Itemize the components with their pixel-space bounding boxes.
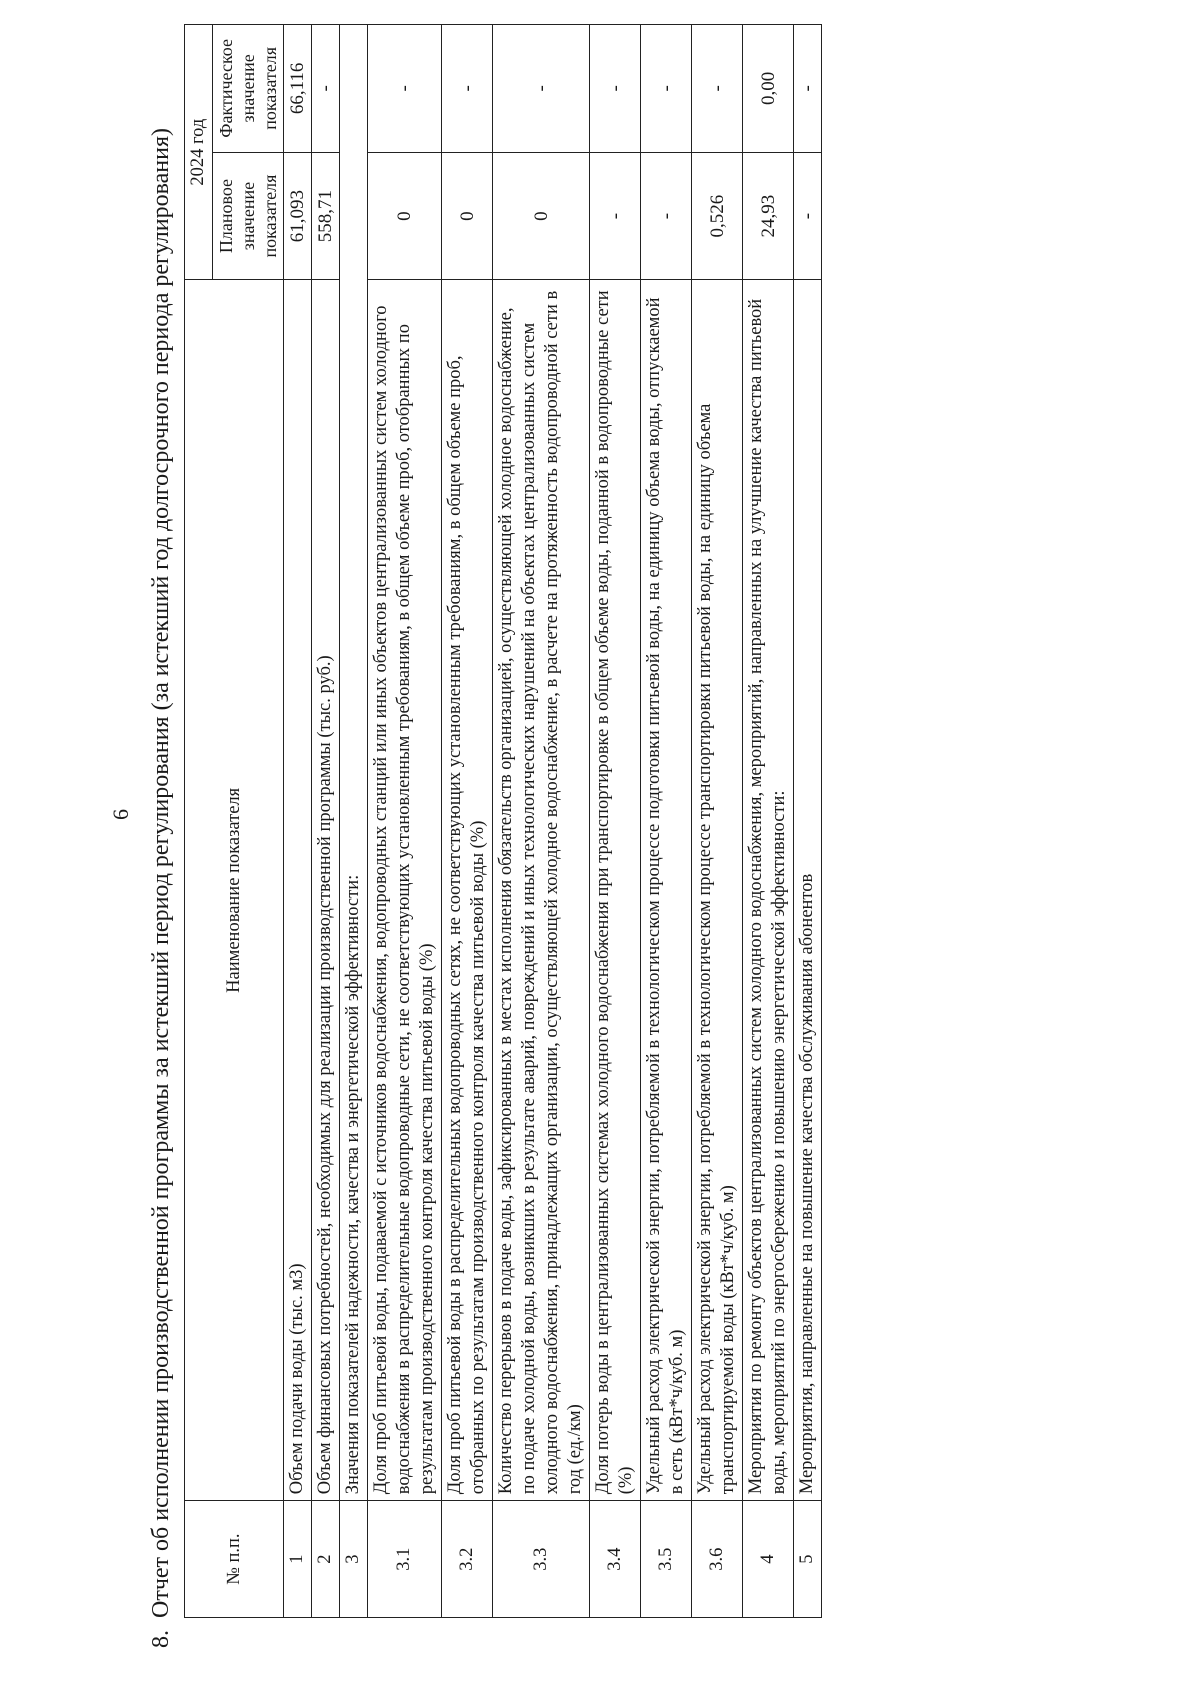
row-fact: - [442, 25, 493, 153]
row-name: Удельный расход электрической энергии, потребляемой в технологическом процессе подготовки питьевой воды, на единицу объема воды, отпускаемой в сеть (кВт*ч/куб. м) [641, 280, 692, 1501]
row-fact: - [493, 25, 590, 153]
header-name: Наименование показателя [185, 280, 284, 1501]
table-row [641, 25, 692, 1618]
rotated-page-content [146, 28, 1200, 1648]
row-plan: 0,526 [692, 152, 743, 280]
table-row [794, 25, 822, 1618]
row-num: 3.6 [692, 1501, 743, 1618]
table-row [743, 25, 794, 1618]
production-program-table [184, 24, 822, 1618]
header-num: № п.п. [185, 1501, 284, 1618]
row-fact: - [794, 25, 822, 153]
row-num: 5 [794, 1501, 822, 1618]
row-plan: 24,93 [743, 152, 794, 280]
row-num: 3.4 [590, 1501, 641, 1618]
row-name: Объем подачи воды (тыс. м3) [284, 280, 312, 1501]
row-fact: 66,116 [284, 25, 312, 153]
page-number: 6 [108, 809, 133, 820]
table-row [692, 25, 743, 1618]
row-plan: 0 [442, 152, 493, 280]
header-year: 2024 год [185, 25, 213, 280]
section-heading [146, 48, 176, 1648]
table-header [185, 25, 284, 1618]
table-row [340, 25, 368, 1618]
row-plan: - [641, 152, 692, 280]
row-num: 4 [743, 1501, 794, 1618]
row-fact: 0,00 [743, 25, 794, 153]
row-fact: - [590, 25, 641, 153]
row-fact: - [312, 25, 340, 153]
section-title: Отчет об исполнении производственной программы за истекший период регулирования (за истекший год долгосрочного периода регулирования) [148, 127, 174, 1618]
row-num: 3.3 [493, 1501, 590, 1618]
row-name: Мероприятия по ремонту объектов централизованных систем холодного водоснабжения, мероприятий, направленных на улучшение качества питьевой воды, мероприятий по энергосбережению и повышению энергетической эффективности: [743, 280, 794, 1501]
row-name: Объем финансовых потребностей, необходимых для реализации производственной программы (тыс. руб.) [312, 280, 340, 1501]
section-number: 8. [148, 1630, 174, 1648]
row-name: Количество перерывов в подаче воды, зафиксированных в местах исполнения обязательств организацией, осуществляющей холодное водоснабжение, по подаче холодной воды, возникших в результате аварий, повреждений и иных технологических нарушений на объектах централизованных систем холодного водоснабжения, принадлежащих организации, осуществляющей холодное водоснабжение, в расчете на протяженность водопроводной сети в год (ед./км) [493, 280, 590, 1501]
table-row [368, 25, 442, 1618]
row-plan: - [590, 152, 641, 280]
table-row [312, 25, 340, 1618]
table-row [493, 25, 590, 1618]
header-fact: Фактическое значение показателя [213, 25, 284, 153]
row-num: 1 [284, 1501, 312, 1618]
row-name: Удельный расход электрической энергии, потребляемой в технологическом процессе транспортировки питьевой воды, на единицу объема транспортируемой воды (кВт*ч/куб. м) [692, 280, 743, 1501]
row-plan: 0 [368, 152, 442, 280]
row-num: 3 [340, 1501, 368, 1618]
row-fact: - [641, 25, 692, 153]
row-name: Доля потерь воды в централизованных системах холодного водоснабжения при транспортировке в общем объеме воды, поданной в водопроводные сети (%) [590, 280, 641, 1501]
row-name: Значения показателей надежности, качества и энергетической эффективности: [340, 25, 368, 1501]
row-plan: 0 [493, 152, 590, 280]
row-name: Доля проб питьевой воды в распределительных водопроводных сетях, не соответствующих установленным требованиям, в общем объеме проб, отобранных по результатам производственного контроля качества питьевой воды (%) [442, 280, 493, 1501]
row-plan: 61,093 [284, 152, 312, 280]
row-num: 3.5 [641, 1501, 692, 1618]
row-name: Мероприятия, направленные на повышение качества обслуживания абонентов [794, 280, 822, 1501]
table-row [442, 25, 493, 1618]
row-name: Доля проб питьевой воды, подаваемой с источников водоснабжения, водопроводных станций или иных объектов централизованных систем холодного водоснабжения в распределительные водопроводные сети, не соответствующих установленным требованиям, в общем объеме проб, отобранных по результатам производственного контроля качества питьевой воды (%) [368, 280, 442, 1501]
row-plan: - [794, 152, 822, 280]
header-plan: Плановое значение показателя [213, 152, 284, 280]
row-num: 3.2 [442, 1501, 493, 1618]
row-fact: - [692, 25, 743, 153]
row-plan: 558,71 [312, 152, 340, 280]
row-num: 2 [312, 1501, 340, 1618]
row-num: 3.1 [368, 1501, 442, 1618]
table-row [284, 25, 312, 1618]
table-row [590, 25, 641, 1618]
row-fact: - [368, 25, 442, 153]
